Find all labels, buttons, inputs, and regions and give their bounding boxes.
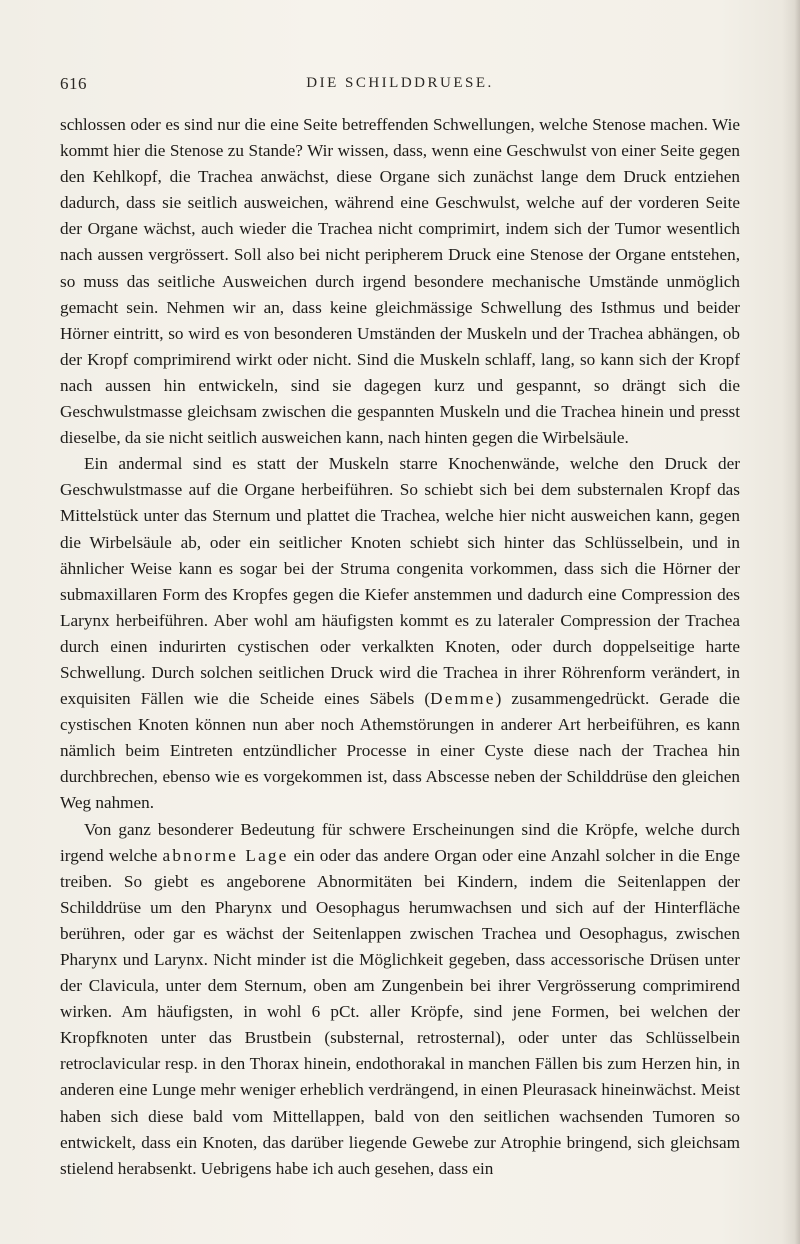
- running-head: [60, 74, 740, 98]
- page-edge-shadow: [782, 0, 800, 1244]
- paragraph-3: [60, 817, 740, 1182]
- body-text: [60, 112, 740, 1182]
- running-title: DIE SCHILDDRUESE.: [306, 75, 494, 91]
- paragraph-2: [60, 451, 740, 816]
- paragraph-2-text-a: Ein andermal sind es statt der Muskeln starre Knochenwände, welche den Druck der Geschwulstmasse auf die Organe herbeiführen. So schiebt sich bei dem substernalen Kropf das Mittelstück unter das Sternum und plattet die Trachea, welche hier nicht ausweichen kann, gegen die Wirbelsäule ab, oder ein seitlicher Knoten schiebt sich hinter das Schlüsselbein, und in ähnlicher Weise kann es sogar bei der Struma congenita vorkommen, dass sich die Hörner der submaxillaren Form des Kropfes gegen die Kiefer anstemmen und dadurch eine Compression des Larynx herbeiführen. Aber wohl am häufigsten kommt es zu lateraler Compression der Trachea durch einen indurirten cystischen oder verkalkten Knoten, oder durch doppelseitige harte Schwellung. Durch solchen seitlichen Druck wird die Trachea in ihrer Röhrenform verändert, in exquisiten Fällen wie die Scheide eines Säbels (: [60, 454, 740, 709]
- paragraph-2-text-b: ) zusammengedrückt. Gerade die cystischen Knoten können nun aber noch Athemstörungen in anderer Art herbeiführen, es kann nämlich beim Eintreten entzündlicher Processe in einer Cyste diese nach der Trachea hin durchbrechen, ebenso wie es vorgekommen ist, dass Abscesse neben der Schilddrüse den gleichen Weg nahmen.: [60, 689, 740, 813]
- page-number: 616: [60, 74, 87, 93]
- author-name-demme: Demme: [430, 689, 496, 709]
- emphasis-abnorme-lage: abnorme Lage: [162, 845, 289, 865]
- paragraph-3-text-a: Von ganz besonderer Bedeutung für schwere Erscheinungen sind die Kröpfe, welche durch irgend welche: [60, 819, 740, 865]
- paragraph-1: schlossen oder es sind nur die eine Seite betreffenden Schwellungen, welche Stenose machen. Wie kommt hier die Stenose zu Stande? Wir wissen, dass, wenn eine Geschwulst von einer Seite gegen den Kehlkopf, die Trachea anwächst, diese Organe sich zunächst lange dem Druck entziehen dadurch, dass sie seitlich ausweichen, während eine Geschwulst, welche auf der vorderen Seite der Organe wächst, auch wieder die Trachea nicht comprimirt, indem sich der Tumor wesentlich nach aussen vergrössert. Soll also bei nicht peripherem Druck eine Stenose der Organe entstehen, so muss das seitliche Ausweichen durch irgend besondere mechanische Umstände unmöglich gemacht sein. Nehmen wir an, dass keine gleichmässige Schwellung des Isthmus und beider Hörner eintritt, so wird es von besonderen Umständen der Muskeln und der Trachea abhängen, ob der Kropf comprimirend wirkt oder nicht. Sind die Muskeln schlaff, lang, so kann sich der Kropf nach aussen hin entwickeln, sind sie dagegen kurz und gespannt, so drängt sich die Geschwulstmasse gleichsam zwischen die gespannten Muskeln und die Trachea hinein und presst dieselbe, da sie nicht seitlich ausweichen kann, nach hinten gegen die Wirbelsäule.: [60, 115, 740, 448]
- paragraph-3-text-b: ein oder das andere Organ oder eine Anzahl solcher in die Enge treiben. So giebt es angeborene Abnormitäten bei Kindern, indem die Seitenlappen der Schilddrüse um den Pharynx und Oesophagus herumwachsen und sich auf der Hinterfläche berühren, oder gar es wächst der Seitenlappen zwischen Trachea und Oesophagus, zwischen Pharynx und Larynx. Nicht minder ist die Möglichkeit gegeben, dass accessorische Drüsen unter der Clavicula, unter dem Sternum, oben am Zungenbein bei ihrer Vergrösserung comprimirend wirken. Am häufigsten, in wohl 6 pCt. aller Kröpfe, sind jene Formen, bei welchen der Kropfknoten unter das Brustbein (substernal, retrosternal), oder unter das Schlüsselbein retroclavicular resp. in den Thorax hinein, endothorakal in manchen Fällen bis zum Herzen hin, in anderen eine Lunge mehr weniger erheblich verdrängend, in einen Pleurasack hineinwächst. Meist haben sich diese bald vom Mittellappen, bald von den seitlichen wachsenden Tumoren so entwickelt, dass ein Knoten, das darüber liegende Gewebe zur Atrophie bringend, sich gleichsam stielend herabsenkt. Uebrigens habe ich auch gesehen, dass ein: [60, 845, 740, 1178]
